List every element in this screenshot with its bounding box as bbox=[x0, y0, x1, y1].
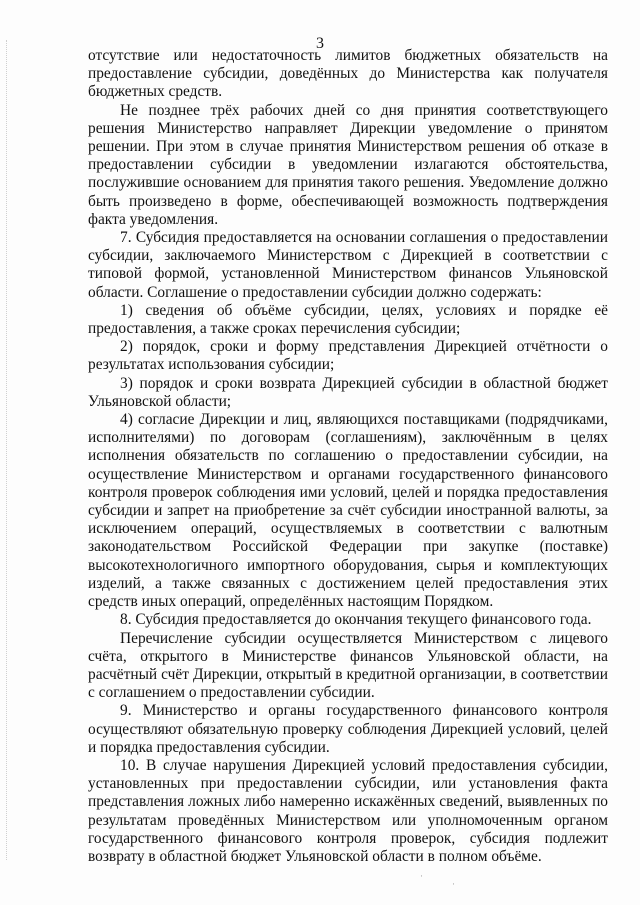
paragraph-item-10: 10. В случае нарушения Дирекцией условий предоставления субсидии, установленных при предоставлении субсидии, или установления факта представления ложных либо намеренно искажённых сведений, выявленных по результатам проведённых Министерством или уполномоченным органом государственного финансового контроля проверок, субсидия подлежит возврату в областной бюджет Ульяновской области в полном объёме. bbox=[88, 756, 608, 865]
scan-speck: · bbox=[420, 871, 423, 881]
paragraph-item-9: 9. Министерство и органы государственного финансового контроля осуществляют обязательную проверку соблюдения Дирекцией условий, целей и порядка предоставления субсидии. bbox=[88, 702, 608, 756]
paragraph-subitem-1: 1) сведения об объёме субсидии, целях, условиях и порядке её предоставления, а также сроках перечисления субсидии; bbox=[88, 301, 608, 338]
document-body bbox=[88, 47, 608, 866]
paragraph-transfer: Перечисление субсидии осуществляется Министерством с лицевого счёта, открытого в Министерстве финансов Ульяновской области, на расчётный счёт Дирекции, открытый в кредитной организации, в соответствии с соглашением о предоставлении субсидии. bbox=[88, 629, 608, 702]
scan-edge-marks bbox=[6, 40, 13, 860]
paragraph-budget-limits: отсутствие или недостаточность лимитов бюджетных обязательств на предоставление субсидии, доведённых до Министерства как получателя бюджетных средств. bbox=[88, 47, 608, 101]
paragraph-item-7: 7. Субсидия предоставляется на основании соглашения о предоставлении субсидии, заключаемого Министерством с Дирекцией в соответствии с типовой формой, установленной Министерством финансов Ульяновской области. Соглашение о предоставлении субсидии должно содержать: bbox=[88, 229, 608, 301]
paragraph-item-8: 8. Субсидия предоставляется до окончания текущего финансового года. bbox=[120, 611, 592, 629]
page-number: 3 bbox=[316, 35, 324, 52]
paragraph-subitem-2: 2) порядок, сроки и форму представления Дирекцией отчётности о результатах использования субсидии; bbox=[88, 338, 608, 374]
paragraph-subitem-4: 4) согласие Дирекции и лиц, являющихся поставщиками (подрядчиками, исполнителями) по договорам (соглашениям), заключённым в целях исполнения обязательств по соглашению о предоставлении субсидии, на осуществление Министерством и органами государственного финансового контроля проверок соблюдения ими условий, целей и порядка предоставления субсидии и запрет на приобретение за счёт субсидии иностранной валюты, за исключением операций, осуществляемых в соответствии с валютным законодательством Российской Федерации при закупке (поставке) высокотехнологичного импортного оборудования, сырья и комплектующих изделий, а также связанных с достижением целей предоставления этих средств иных операций, определённых настоящим Порядком. bbox=[88, 411, 608, 611]
scan-speck: · bbox=[452, 879, 455, 889]
paragraph-notification: Не позднее трёх рабочих дней со дня принятия соответствующего решения Министерство направляет Дирекции уведомление о принятом решении. При этом в случае принятия Министерством решения об отказе в предоставлении субсидии в уведомлении излагаются обстоятельства, послужившие основанием для принятия такого решения. Уведомление должно быть произведено в форме, обеспечивающей возможность подтверждения факта уведомления. bbox=[88, 101, 608, 228]
paragraph-subitem-3: 3) порядок и сроки возврата Дирекцией субсидии в областной бюджет Ульяновской области; bbox=[88, 374, 608, 410]
